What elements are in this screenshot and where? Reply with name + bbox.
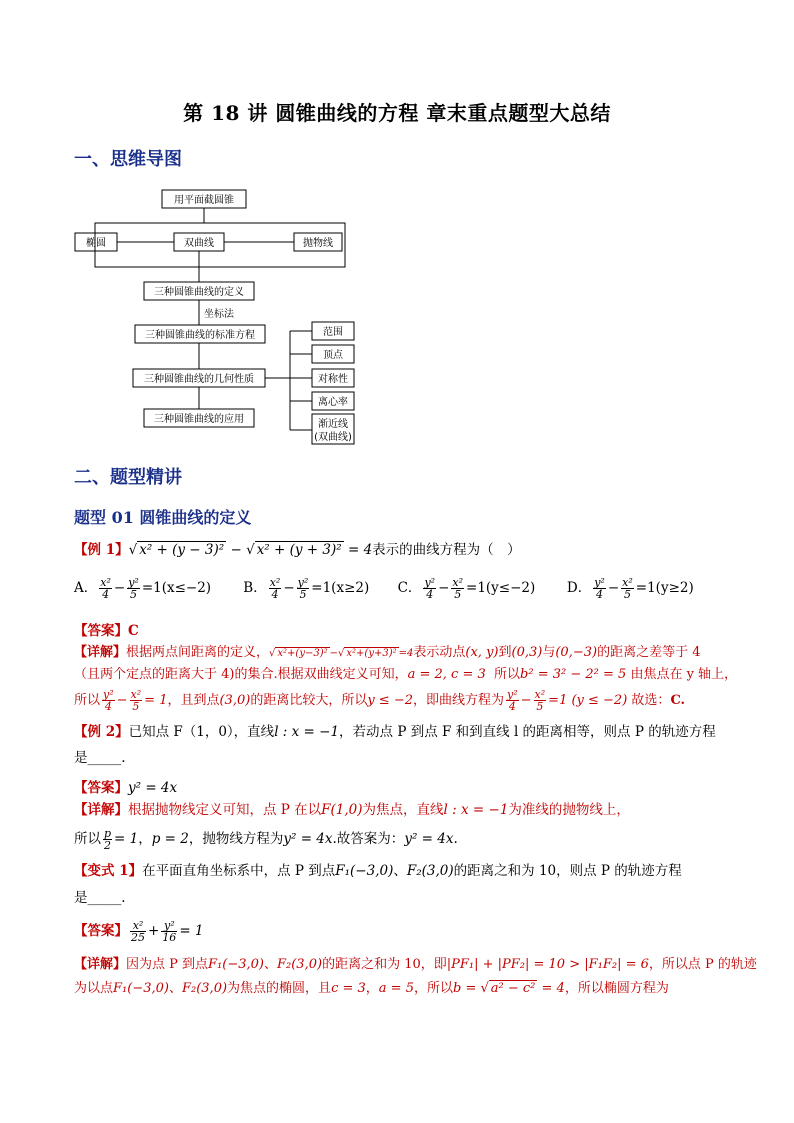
ex1-detail-line1: 【详解】根据两点间距离的定义，√ x²+(y−3)² −√ x²+(y+3)² =4表示动点(x, y)到(0,3)与(0,−3)的距离之差等于 4 [74,645,701,660]
var1-question-line1: 【变式 1】在平面直角坐标系中，点 P 到点F₁(−3,0)、F₂(3,0)的距离之和为 10，则点 P 的轨迹方程 [74,863,682,879]
ex1-option-d[interactable]: D． $\frac{\text{y²}}{4}$ − $\frac{\text{x²}}{5}$ =1(y≥2) [566,576,694,601]
mindmap-method: 坐标法 [204,309,234,320]
ex1-answer: 【答案】C [74,623,139,639]
ex2-detail-line1: 【详解】根据抛物线定义可知，点 P 在以F(1,0)为焦点，直线l : x = −1为准线的抛物线上， [74,802,630,818]
var1-answer: 【答案】 $\frac{\text{x²}}{25}$ + $\frac{\text{y²}}{16}$ = 1 [74,919,204,944]
page-title: 第 18 讲 圆锥曲线的方程 章末重点题型大总结 [183,101,611,125]
ex1-question: 【例 1】√ x² + (y − 3)² − √ x² + (y + 3)² = 4表示的曲线方程为（ ） [74,542,521,558]
mindmap-application: 三种圆锥曲线的应用 [154,414,244,425]
mindmap-root: 用平面截圆锥 [174,195,234,206]
ex2-question-line1: 【例 2】已知点 F（1，0），直线l : x = −1，若动点 P 到点 F 和到直线 l 的距离相等，则点 P 的轨迹方程 [74,724,716,740]
var1-detail-line1: 【详解】因为点 P 到点F₁(−3,0)、F₂(3,0)的距离之和为 10，即|PF₁| + |PF₂| = 10 > |F₁F₂| = 6，所以点 P 的轨迹 [74,957,757,972]
section-heading-problems: 二、题型精讲 [74,467,182,488]
mindmap-prop-range: 范围 [323,327,343,338]
ex2-detail-line2: 所以 $\frac{p}{2}$ = 1，p = 2，抛物线方程为y² = 4x.故答案为：y² = 4x. [74,827,458,852]
mindmap-prop-vertex: 顶点 [323,350,343,361]
topic-heading: 题型 01 圆锥曲线的定义 [74,508,252,527]
var1-detail-line2: 为以点F₁(−3,0)、F₂(3,0)为焦点的椭圆，且c = 3，a = 5，所以b = √ a² − c² = 4，所以椭圆方程为 [74,981,669,996]
mindmap-ellipse: 椭圆 [86,238,106,249]
ex1-option-c[interactable]: C． $\frac{\text{y²}}{4}$ − $\frac{\text{x²}}{5}$ =1(y≤−2) [397,576,536,601]
mindmap-prop-symmetry: 对称性 [318,374,348,385]
var1-question-line2: 是_____. [74,890,126,906]
mindmap-prop-eccentricity: 离心率 [318,397,348,408]
mindmap-definition: 三种圆锥曲线的定义 [154,287,244,298]
ex1-detail-line3: 所以 $\frac{\text{y²}}{4}$ − $\frac{\text{x²}}{5}$ = 1，且到点(3,0)的距离比较大，所以y ≤ −2，即曲线方程为 $\frac{\text{y²}}{4}$ − $\frac{\text{x²}}{5}$ =1 (y ≤ −2) 故选：C. [74,688,686,713]
mindmap-prop-hyperbola-note: (双曲线) [314,432,352,443]
ex2-question-line2: 是_____. [74,750,126,766]
ex1-option-a[interactable]: A． $\frac{\text{x²}}{4}$ − $\frac{\text{y²}}{5}$ =1(x≤−2) [74,576,212,601]
mindmap-prop-asymptote: 渐近线 [318,419,348,430]
ex1-options [74,577,724,600]
mindmap-diagram [70,185,370,447]
ex2-answer: 【答案】y² = 4x [74,780,178,796]
ex1-detail-line2: （且两个定点的距离大于 4)的集合.根据双曲线定义可知，a = 2, c = 3 所以b² = 3² − 2² = 5 由焦点在 y 轴上， [74,667,738,682]
section-heading-mindmap: 一、思维导图 [74,149,182,170]
mindmap-standard-eq: 三种圆锥曲线的标准方程 [145,330,255,341]
mindmap-parabola: 抛物线 [303,238,333,249]
mindmap-hyperbola: 双曲线 [184,238,214,249]
ex1-option-b[interactable]: B． $\frac{\text{x²}}{4}$ − $\frac{\text{y²}}{5}$ =1(x≥2) [243,576,370,601]
mindmap-geometry: 三种圆锥曲线的几何性质 [144,374,254,385]
